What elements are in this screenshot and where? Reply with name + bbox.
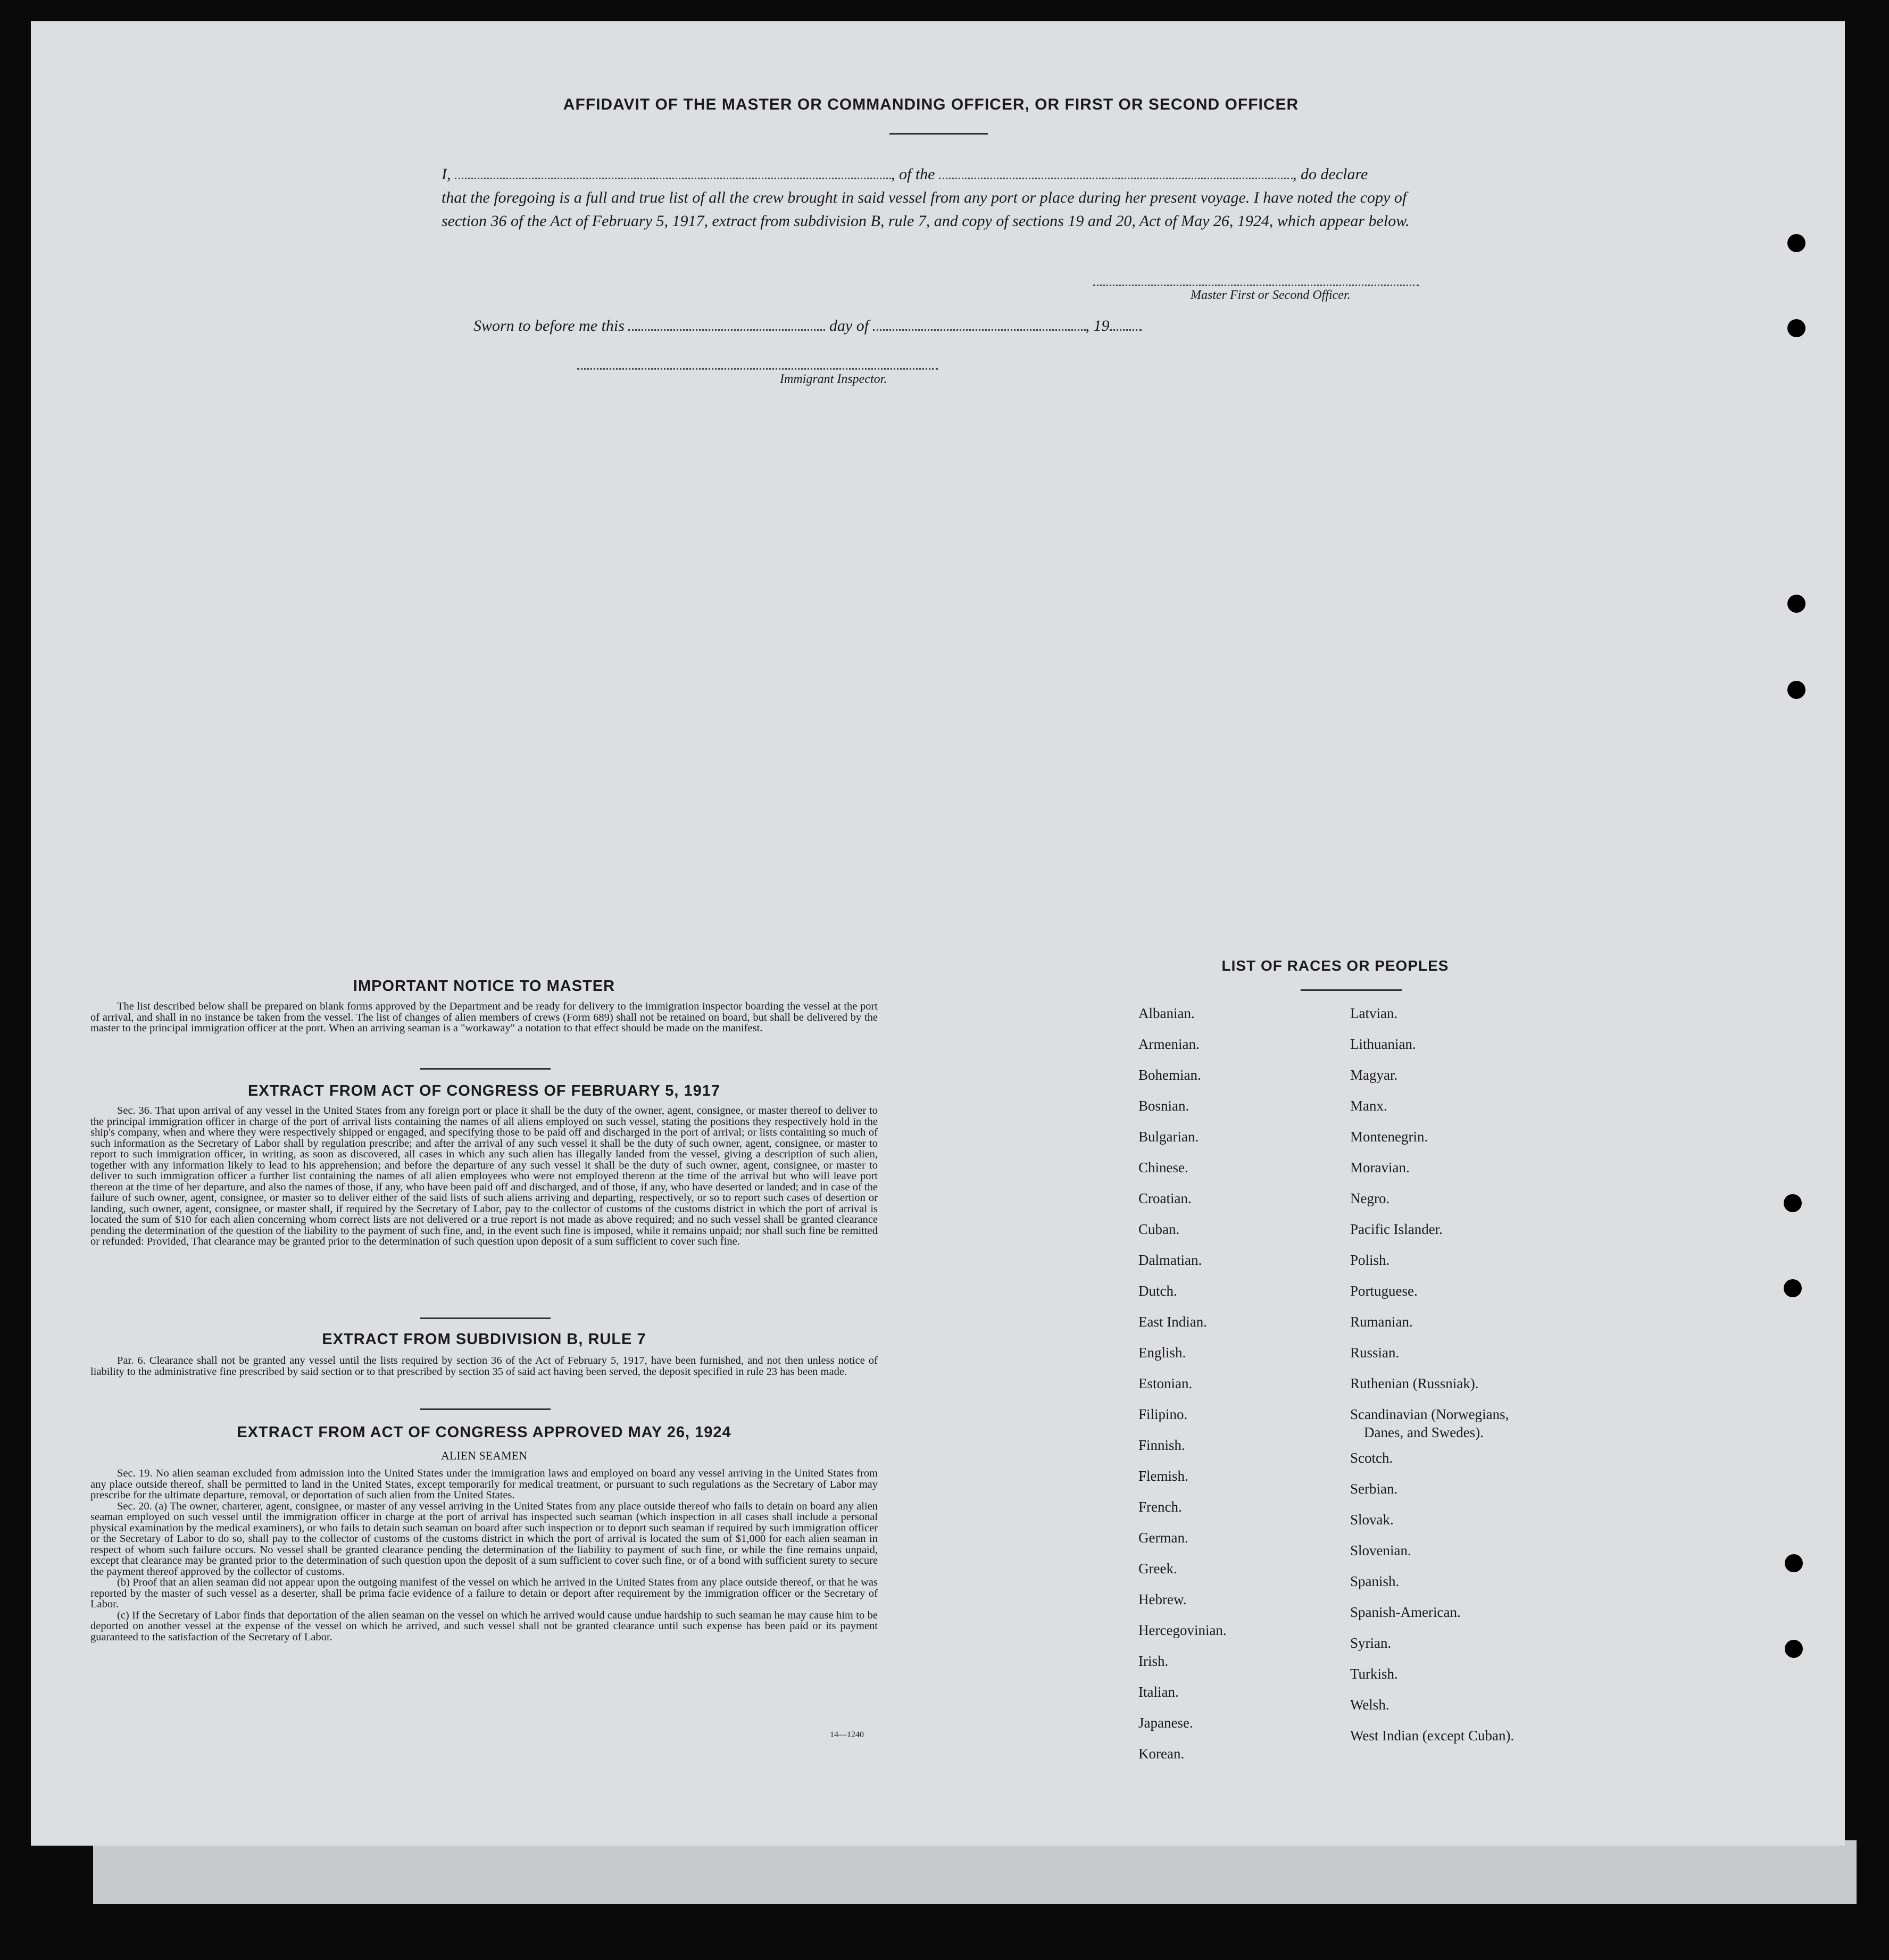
act-1924-subtitle: ALIEN SEAMEN — [441, 1449, 527, 1462]
race-item: Moravian. — [1350, 1160, 1410, 1175]
act-1924-paragraph: Sec. 20. (a) The owner, charterer, agent, consignee, or master of any vessel arriving in the United States from any place outside thereof who fails to detain on board any alien seaman employed on such vessel until the immigration officer in charge at the port of arrival has inspected such seaman (which inspection in all cases shall include a personal physical examination by the medical examiners), or who fails to detain such seaman on board after such inspection or to deport such seaman if required by such immigration officer or the Secretary of Labor to do so, shall pay to the collector of customs of the customs district in which the port of arrival is located the sum of $1,000 for each alien seaman in respect of whom such failure occurs. No vessel shall be granted clearance pending the determination of the liability to payment of such fine, or while the fine remains unpaid, except that clearance may be granted prior to the determination of such question upon the deposit of a sum sufficient to cover such fine, or of a bond with sufficient surety to secure the payment thereof approved by the collector of customs. — [90, 1500, 878, 1578]
race-item: Spanish. — [1350, 1573, 1400, 1589]
sworn-line — [473, 311, 1142, 335]
races-title: LIST OF RACES OR PEOPLES — [1221, 957, 1449, 974]
notice-text — [90, 1001, 878, 1034]
race-item: Ruthenian (Russniak). — [1350, 1375, 1479, 1391]
act-1917-title: EXTRACT FROM ACT OF CONGRESS OF FEBRUARY 5, 1917 — [247, 1082, 721, 1099]
race-item: Korean. — [1138, 1746, 1185, 1762]
race-item: Welsh. — [1350, 1697, 1389, 1713]
section-divider — [420, 1317, 551, 1319]
declaration-body: that the foregoing is a full and true list of all the crew brought in said vessel from any port or place during her present voyage. I have noted the copy of section 36 of the Act of February 5, 1917, extract from subdivision B, rule 7, and copy of sections 19 and 20, Act of May 26, 1924, which appear below. — [442, 189, 1410, 230]
vessel-field[interactable] — [939, 160, 1293, 179]
notice-title: IMPORTANT NOTICE TO MASTER — [353, 978, 615, 995]
race-item: Flemish. — [1138, 1468, 1188, 1484]
race-item: Armenian. — [1138, 1036, 1200, 1052]
sworn-year-prefix: , 19 — [1085, 317, 1110, 335]
act-1924-paragraph: Sec. 19. No alien seaman excluded from admission into the United States under the immigration laws and employed on board any vessel arriving in the United States from any place outside thereof, shall be permitted to land in the United States, except temporarily for medical treatment, or pursuant to such regulations as the Secretary of Labor may prescribe for the ultimate departure, removal, or deportation of such alien from the United States. — [90, 1467, 878, 1501]
race-item: Lithuanian. — [1350, 1036, 1416, 1052]
race-item: Cuban. — [1138, 1221, 1180, 1237]
punch-hole — [1787, 234, 1805, 252]
race-item: West Indian (except Cuban). — [1350, 1728, 1514, 1744]
race-item: Bosnian. — [1138, 1098, 1189, 1114]
race-item: Syrian. — [1350, 1635, 1392, 1651]
declaration-i: I, — [442, 165, 451, 183]
races-column-left — [1138, 1004, 1227, 1775]
punch-hole — [1784, 1194, 1802, 1212]
race-item: Croatian. — [1138, 1190, 1192, 1206]
race-item: Hercegovinian. — [1138, 1622, 1227, 1638]
race-item: Dutch. — [1138, 1283, 1177, 1299]
race-item: Bohemian. — [1138, 1067, 1201, 1083]
race-item: Greek. — [1138, 1561, 1177, 1577]
punch-hole — [1785, 1554, 1803, 1572]
act-1924-paragraph: (b) Proof that an alien seaman did not appear upon the outgoing manifest of the vessel on which he arrived in the United States from any place outside thereof, or that he was reported by the master of such vessel as a deserter, shall be prima facie evidence of a failure to detain or deport after requirement by the immigration officer or the Secretary of Labor. — [90, 1577, 878, 1610]
race-item: Magyar. — [1350, 1067, 1398, 1083]
form-number: 14—1240 — [830, 1730, 864, 1739]
paper-underlayer — [93, 1840, 1857, 1904]
punch-hole — [1784, 1279, 1802, 1297]
race-item: Negro. — [1350, 1190, 1390, 1206]
race-item: Russian. — [1350, 1345, 1400, 1361]
race-item: Albanian. — [1138, 1005, 1195, 1021]
race-item: Pacific Islander. — [1350, 1221, 1443, 1237]
act-1917-paragraph: Sec. 36. That upon arrival of any vessel in the United States from any foreign port or place it shall be the duty of the owner, agent, consignee, or master thereof to deliver to the principal immigration officer in charge of the port of arrival lists containing the names of all aliens employed on such vessel, stating the positions they respectively hold in the ship's company, when and where they were respectively shipped or engaged, and specifying those to be paid off and discharged in the port of arrival; or lists containing so much of such information as the Secretary of Labor shall by regulation prescribe; and after the arrival of any such vessel it shall be the duty of such owner, agent, consignee, or master to report to such immigration officer, in writing, as soon as discovered, all cases in which any such alien has illegally landed from the vessel, giving a description of such alien, together with any information likely to lead to his apprehension; and before the departure of any such vessel it shall be the duty of such owner, agent, consignee, or master to deliver to such immigration officer a further list containing the names of all alien employees who were not employed thereon at the time of the arrival but who will leave port thereon at the time of her departure, and also the names of those, if any, who have been paid off and discharged, and of those, if any, who have deserted or landed; and in case of the failure of such owner, agent, consignee, or master so to deliver either of the said lists of such aliens arriving and departing, respectively, or so to report such cases of desertion or landing, such owner, agent, consignee, or master shall, if required by the Secretary of Labor, pay to the collector of customs of the customs district in which the port of arrival is located the sum of $10 for each alien concerning whom correct lists are not delivered or a true report is not made as above required; and no such vessel shall be granted clearance pending the determination of the question of the liability to the payment of such fine, and, in the event such fine is imposed, while it remains unpaid; nor shall such fine be remitted or refunded: Provided, That clearance may be granted prior to the determination of such question upon deposit of a sum sufficient to cover such fine. — [90, 1105, 878, 1247]
race-item: Scandinavian (Norwegians, Danes, and Swedes). — [1350, 1406, 1509, 1440]
rule-7-title: EXTRACT FROM SUBDIVISION B, RULE 7 — [322, 1331, 646, 1348]
race-item: Irish. — [1138, 1653, 1169, 1669]
race-item: Latvian. — [1350, 1005, 1398, 1021]
races-column-right — [1350, 1004, 1540, 1757]
declaration-do-declare: , do declare — [1293, 165, 1368, 183]
race-item: German. — [1138, 1530, 1188, 1546]
sworn-prefix: Sworn to before me this — [473, 317, 625, 335]
race-item: French. — [1138, 1499, 1182, 1515]
title-divider — [889, 133, 988, 135]
inspector-signature-line — [577, 368, 938, 370]
declaration-of-the: , of the — [891, 165, 935, 183]
declaration-first-line — [442, 160, 1442, 186]
section-divider — [420, 1068, 551, 1070]
race-item: Portuguese. — [1350, 1283, 1418, 1299]
month-field[interactable] — [873, 311, 1086, 331]
year-field[interactable] — [1110, 311, 1142, 331]
rule-7-paragraph: Par. 6. Clearance shall not be granted any vessel until the lists required by section 36 of the Act of February 5, 1917, have been furnished, and not then unless notice of liability to the administrative fine prescribed by said section or to that prescribed by section 35 of said act having been served, the deposit specified in rule 23 has been made. — [90, 1355, 878, 1378]
race-item: Spanish-American. — [1350, 1604, 1461, 1620]
act-1924-title: EXTRACT FROM ACT OF CONGRESS APPROVED MAY 26, 1924 — [237, 1424, 731, 1441]
sworn-day-of: day of — [829, 317, 869, 335]
race-item: Scotch. — [1350, 1450, 1393, 1466]
race-item: Serbian. — [1350, 1481, 1398, 1497]
act-1917-text — [90, 1105, 878, 1247]
act-1924-paragraph: (c) If the Secretary of Labor finds that deportation of the alien seaman on the vessel on which he arrived would cause undue hardship to such seaman he may cause him to be deported on another vessel at the expense of the vessel on which he arrived, and such vessel shall not be granted clearance until such expense has been paid or its payment guaranteed to the satisfaction of the Secretary of Labor. — [90, 1609, 878, 1643]
race-item: Slovenian. — [1350, 1542, 1411, 1558]
race-item: Manx. — [1350, 1098, 1387, 1114]
punch-hole — [1787, 595, 1805, 613]
inspector-signature-label: Immigrant Inspector. — [780, 372, 887, 386]
punch-hole — [1785, 1640, 1803, 1658]
race-item: Chinese. — [1138, 1160, 1188, 1175]
race-item: Estonian. — [1138, 1375, 1193, 1391]
race-item: East Indian. — [1138, 1314, 1207, 1330]
race-item: Turkish. — [1350, 1666, 1398, 1682]
affidavit-title: AFFIDAVIT OF THE MASTER OR COMMANDING OFFICER, OR FIRST OR SECOND OFFICER — [563, 96, 1299, 113]
race-item: Montenegrin. — [1350, 1129, 1428, 1145]
master-signature-line — [1093, 285, 1419, 286]
race-item: Japanese. — [1138, 1715, 1193, 1731]
declaration-text — [442, 160, 1442, 233]
races-title-divider — [1301, 989, 1402, 991]
rule-7-text — [90, 1355, 878, 1377]
act-1924-text — [90, 1468, 878, 1642]
race-item: Dalmatian. — [1138, 1252, 1202, 1268]
punch-hole — [1787, 681, 1805, 699]
punch-hole — [1787, 319, 1805, 337]
race-item: Italian. — [1138, 1684, 1179, 1700]
notice-paragraph: The list described below shall be prepared on blank forms approved by the Department and be ready for delivery to the immigration inspector boarding the vessel at the port of arrival, and shall in no instance be taken from the vessel. The list of changes of alien members of crews (Form 689) shall not be retained on board, but shall be delivered by the master to the principal immigration officer at the port. When an arriving seaman is a "workaway" a notation to that effect should be made on the manifest. — [90, 1000, 878, 1034]
master-signature-label: Master First or Second Officer. — [1191, 288, 1351, 302]
race-item: Finnish. — [1138, 1437, 1185, 1453]
section-divider — [420, 1408, 551, 1410]
race-item: Slovak. — [1350, 1512, 1394, 1528]
day-field[interactable] — [628, 311, 825, 331]
race-item: Hebrew. — [1138, 1591, 1187, 1607]
race-item: Rumanian. — [1350, 1314, 1413, 1330]
race-item: Polish. — [1350, 1252, 1390, 1268]
race-item: Filipino. — [1138, 1406, 1188, 1422]
race-item: English. — [1138, 1345, 1186, 1361]
name-field[interactable] — [455, 160, 891, 179]
race-item: Bulgarian. — [1138, 1129, 1199, 1145]
